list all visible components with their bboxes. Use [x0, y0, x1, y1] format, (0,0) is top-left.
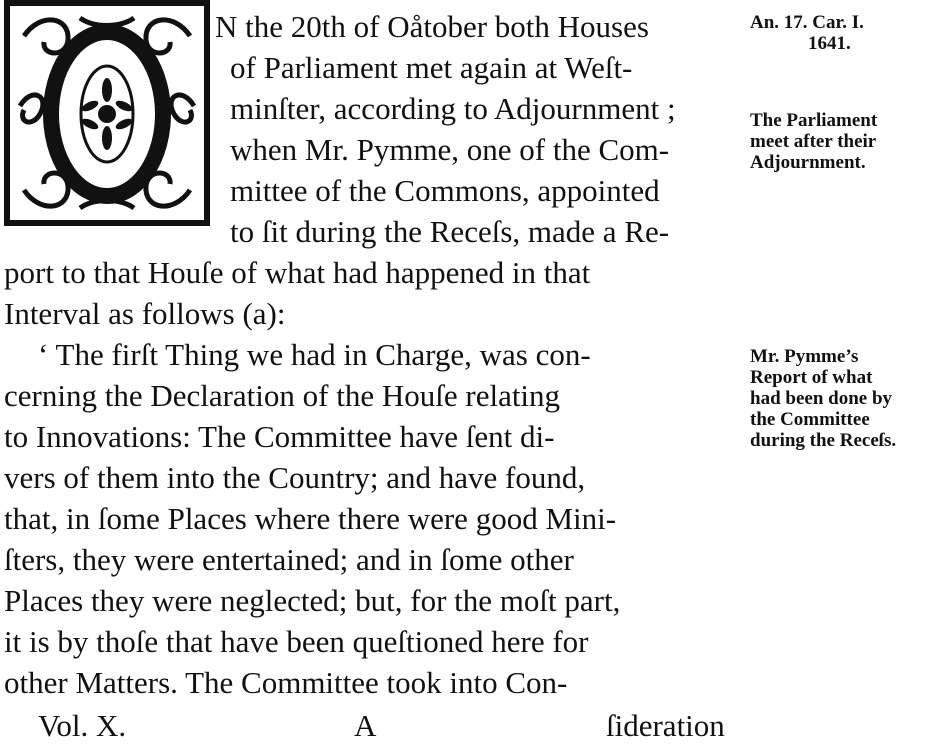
- margin-note-adjournment: [750, 110, 936, 173]
- text-line: cerning the Declaration of the Houſe relating: [4, 378, 561, 413]
- text-line: to Innovations: The Committee have ſent di-: [4, 419, 555, 454]
- text-line: Places they were neglected; but, for the moſt part,: [4, 583, 621, 618]
- text-line: when Mr. Pymme, one of the Com-: [230, 132, 670, 167]
- text-line: it is by thoſe that have been queſtioned here for: [4, 624, 589, 659]
- text-line: port to that Houſe of what had happened in that: [4, 255, 591, 290]
- regnal-year: An. 17. Car. I.: [750, 12, 864, 33]
- text-line: other Matters. The Committee took into Con-: [4, 665, 568, 700]
- text-line: ſters, they were entertained; and in ſome other: [4, 542, 574, 577]
- text-line: of Parliament met again at Weſt-: [230, 50, 633, 85]
- text-line: Interval as follows (a):: [4, 296, 286, 331]
- volume-number: Vol. X.: [38, 708, 127, 743]
- margin-note-line: during the Receſs.: [750, 430, 897, 451]
- margin-note-line: had been done by: [750, 388, 893, 409]
- signature-mark: A: [354, 708, 377, 743]
- margin-note-line: Adjournment.: [750, 152, 866, 173]
- margin-note-line: the Committee: [750, 409, 870, 430]
- main-text-column: [4, 6, 748, 703]
- margin-note-report: [750, 346, 936, 451]
- calendar-year: 1641.: [808, 33, 851, 54]
- text-line: N the 20th of Oåtober both Houses: [215, 9, 649, 44]
- text-line: vers of them into the Country; and have found,: [4, 460, 586, 495]
- margin-header: [750, 12, 936, 54]
- margin-note-line: meet after their: [750, 131, 877, 152]
- text-line: mittee of the Commons, appointed: [230, 173, 660, 208]
- margin-note-line: Report of what: [750, 367, 873, 388]
- text-line: that, in ſome Places where there were good Mini-: [4, 501, 617, 536]
- margin-note-line: The Parliament: [750, 110, 878, 131]
- text-line: ‘ The firſt Thing we had in Charge, was con-: [38, 337, 591, 372]
- text-line: to ſit during the Receſs, made a Re-: [230, 214, 670, 249]
- margin-note-line: Mr. Pymme’s: [750, 346, 859, 367]
- text-line: minſter, according to Adjournment ;: [230, 91, 676, 126]
- catchword: ſideration: [606, 708, 725, 743]
- page-footer: [0, 706, 760, 745]
